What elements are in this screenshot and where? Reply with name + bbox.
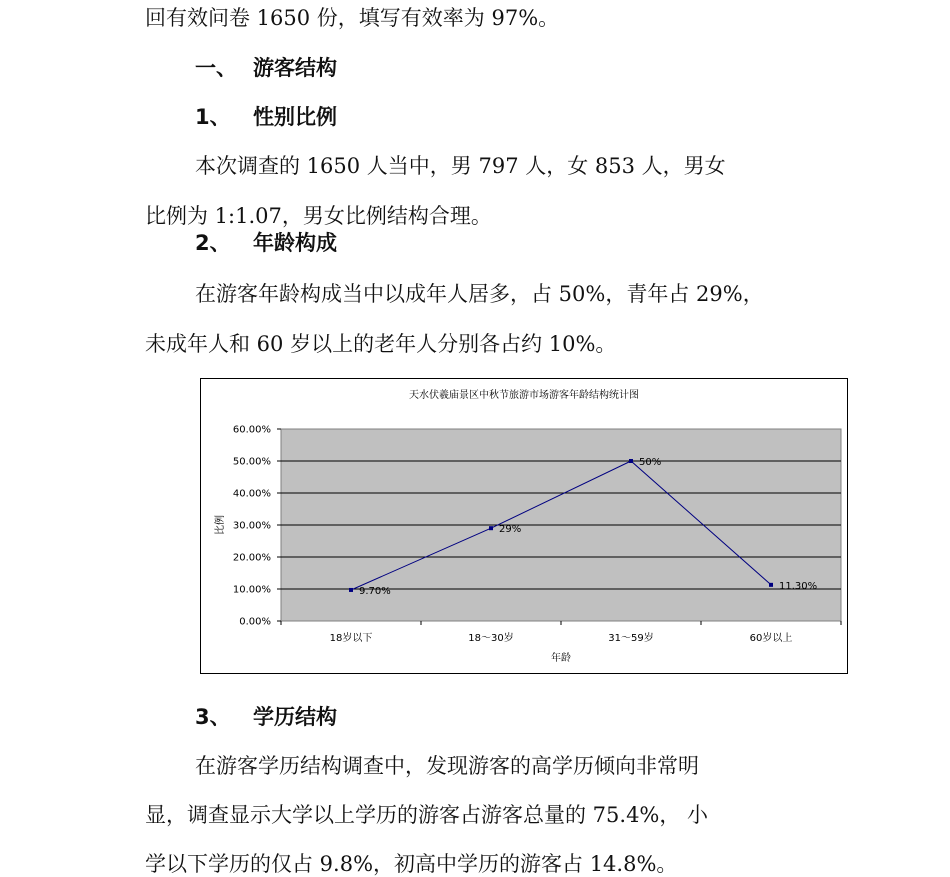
y-tick-label: 50.00%	[232, 456, 271, 468]
paragraph-age-line-2: 未成年人和 60 岁以上的老年人分别各占约 10%。	[145, 332, 617, 356]
y-axis-ticks	[233, 425, 281, 628]
data-label: 9.70%	[359, 585, 391, 597]
chart-svg	[201, 379, 847, 673]
subheading-education-structure	[195, 704, 337, 730]
subheading-number: 1、	[195, 105, 231, 129]
data-point	[629, 459, 633, 463]
x-tick-label: 18岁以下	[329, 633, 373, 644]
data-label: 11.30%	[779, 580, 818, 592]
x-axis-label: 年龄	[551, 653, 571, 664]
paragraph-age-line-1: 在游客年龄构成当中以成年人居多，占 50%，青年占 29%，	[195, 282, 764, 306]
paragraph-gender-line-2: 比例为 1:1.07，男女比例结构合理。	[145, 204, 492, 228]
x-tick-label: 18～30岁	[468, 633, 514, 644]
paragraph-gender-line-1: 本次调查的 1650 人当中，男 797 人，女 853 人，男女	[195, 154, 726, 178]
data-point	[349, 588, 353, 592]
x-axis-ticks	[281, 621, 841, 644]
section-number: 一、	[195, 56, 237, 80]
subheading-age-composition	[195, 230, 337, 256]
age-structure-chart	[200, 378, 848, 674]
paragraph-education-line-2: 显，调查显示大学以上学历的游客占游客总量的 75.4%， 小	[145, 803, 709, 827]
subheading-title: 性别比例	[253, 105, 337, 129]
subheading-title: 年龄构成	[253, 231, 337, 255]
data-label: 29%	[499, 524, 522, 536]
y-tick-label: 20.00%	[232, 552, 271, 564]
text-line-1: 回有效问卷 1650 份，填写有效率为 97%。	[145, 6, 560, 30]
y-tick-label: 10.00%	[232, 584, 271, 596]
subheading-number: 2、	[195, 231, 231, 255]
paragraph-education-line-1: 在游客学历结构调查中，发现游客的高学历倾向非常明	[195, 754, 699, 778]
y-axis-label: 比例	[215, 515, 226, 535]
y-tick-label: 40.00%	[232, 488, 271, 500]
x-tick-label: 31～59岁	[608, 633, 654, 644]
x-tick-label: 60岁以上	[749, 633, 793, 644]
subheading-title: 学历结构	[253, 705, 337, 729]
data-point	[769, 583, 773, 587]
section-title: 游客结构	[253, 56, 337, 80]
subheading-number: 3、	[195, 705, 231, 729]
data-point	[489, 526, 493, 530]
paragraph-education-line-3: 学以下学历的仅占 9.8%，初高中学历的游客占 14.8%。	[145, 852, 678, 876]
y-tick-label: 60.00%	[232, 424, 271, 436]
y-tick-label: 30.00%	[232, 520, 271, 532]
section-heading-tourist-structure	[195, 55, 337, 81]
data-label: 50%	[639, 457, 662, 468]
chart-title: 天水伏羲庙景区中秋节旅游市场游客年龄结构统计图	[409, 390, 639, 401]
subheading-gender-ratio	[195, 104, 337, 130]
y-tick-label: 0.00%	[239, 616, 271, 628]
